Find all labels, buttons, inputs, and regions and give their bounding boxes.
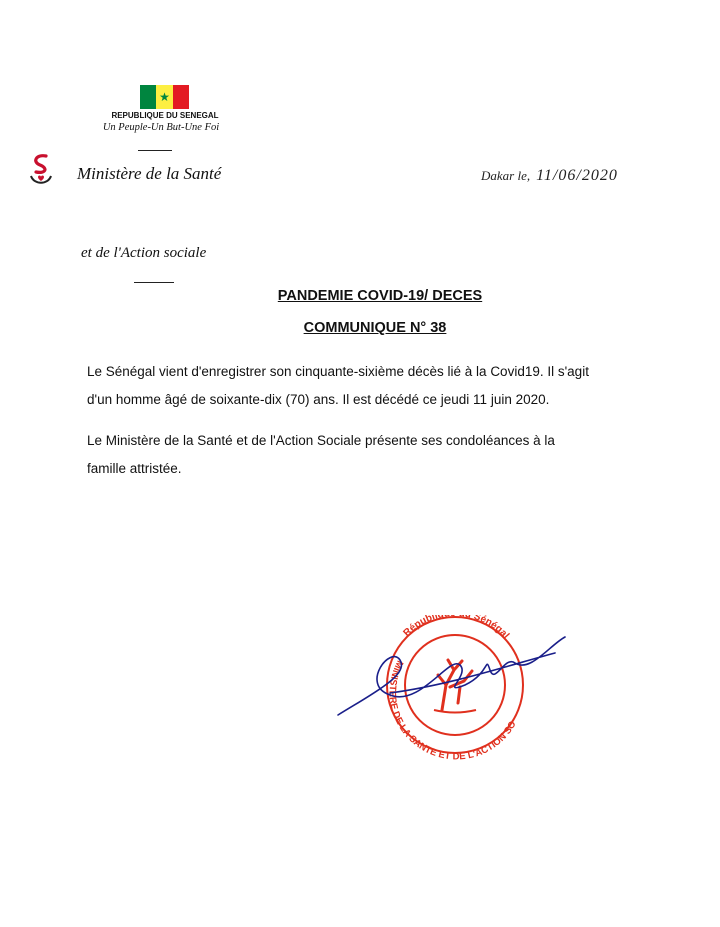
date-label: Dakar le, bbox=[481, 168, 531, 183]
star-icon: ★ bbox=[159, 89, 170, 104]
stamp-text-bottom: MINISTERE DE LA SANTE ET DE L'ACTION SO bbox=[386, 658, 519, 760]
official-stamp bbox=[330, 615, 570, 760]
republic-label: REPUBLIQUE DU SENEGAL bbox=[111, 111, 219, 120]
flag-band-red bbox=[173, 85, 189, 109]
divider bbox=[134, 282, 174, 283]
paragraph-line: d'un homme âgé de soixante-dix (70) ans. Il est décédé ce jeudi 11 juin 2020. bbox=[87, 392, 550, 407]
paragraph-line: Le Ministère de la Santé et de l'Action Sociale présente ses condoléances à la bbox=[87, 433, 555, 448]
flag-band-green bbox=[140, 85, 156, 109]
divider bbox=[138, 150, 172, 151]
ministry-logo-icon bbox=[26, 152, 56, 188]
paragraph bbox=[87, 427, 647, 483]
ministry-name-line2: et de l'Action sociale bbox=[81, 245, 207, 261]
communique-number: COMMUNIQUE N° 38 bbox=[303, 320, 447, 336]
ministry-name: Ministère de la Santé bbox=[77, 164, 222, 183]
paragraph-line: famille attristée. bbox=[87, 461, 182, 476]
stamp-text-top: Républi Sénégal bbox=[401, 615, 512, 642]
document-date bbox=[481, 167, 618, 185]
national-motto: Un Peuple-Un But-Une Foi bbox=[102, 122, 220, 133]
paragraph-line: Le Sénégal vient d'enregistrer son cinquante-sixième décès lié à la Covid19. Il s'agit bbox=[87, 364, 589, 379]
paragraph bbox=[87, 358, 647, 414]
document-title: PANDEMIE COVID-19/ DECES bbox=[277, 288, 483, 304]
senegal-flag bbox=[140, 85, 189, 109]
date-value: 11/06/2020 bbox=[536, 167, 618, 184]
stamp-seal bbox=[330, 615, 570, 760]
